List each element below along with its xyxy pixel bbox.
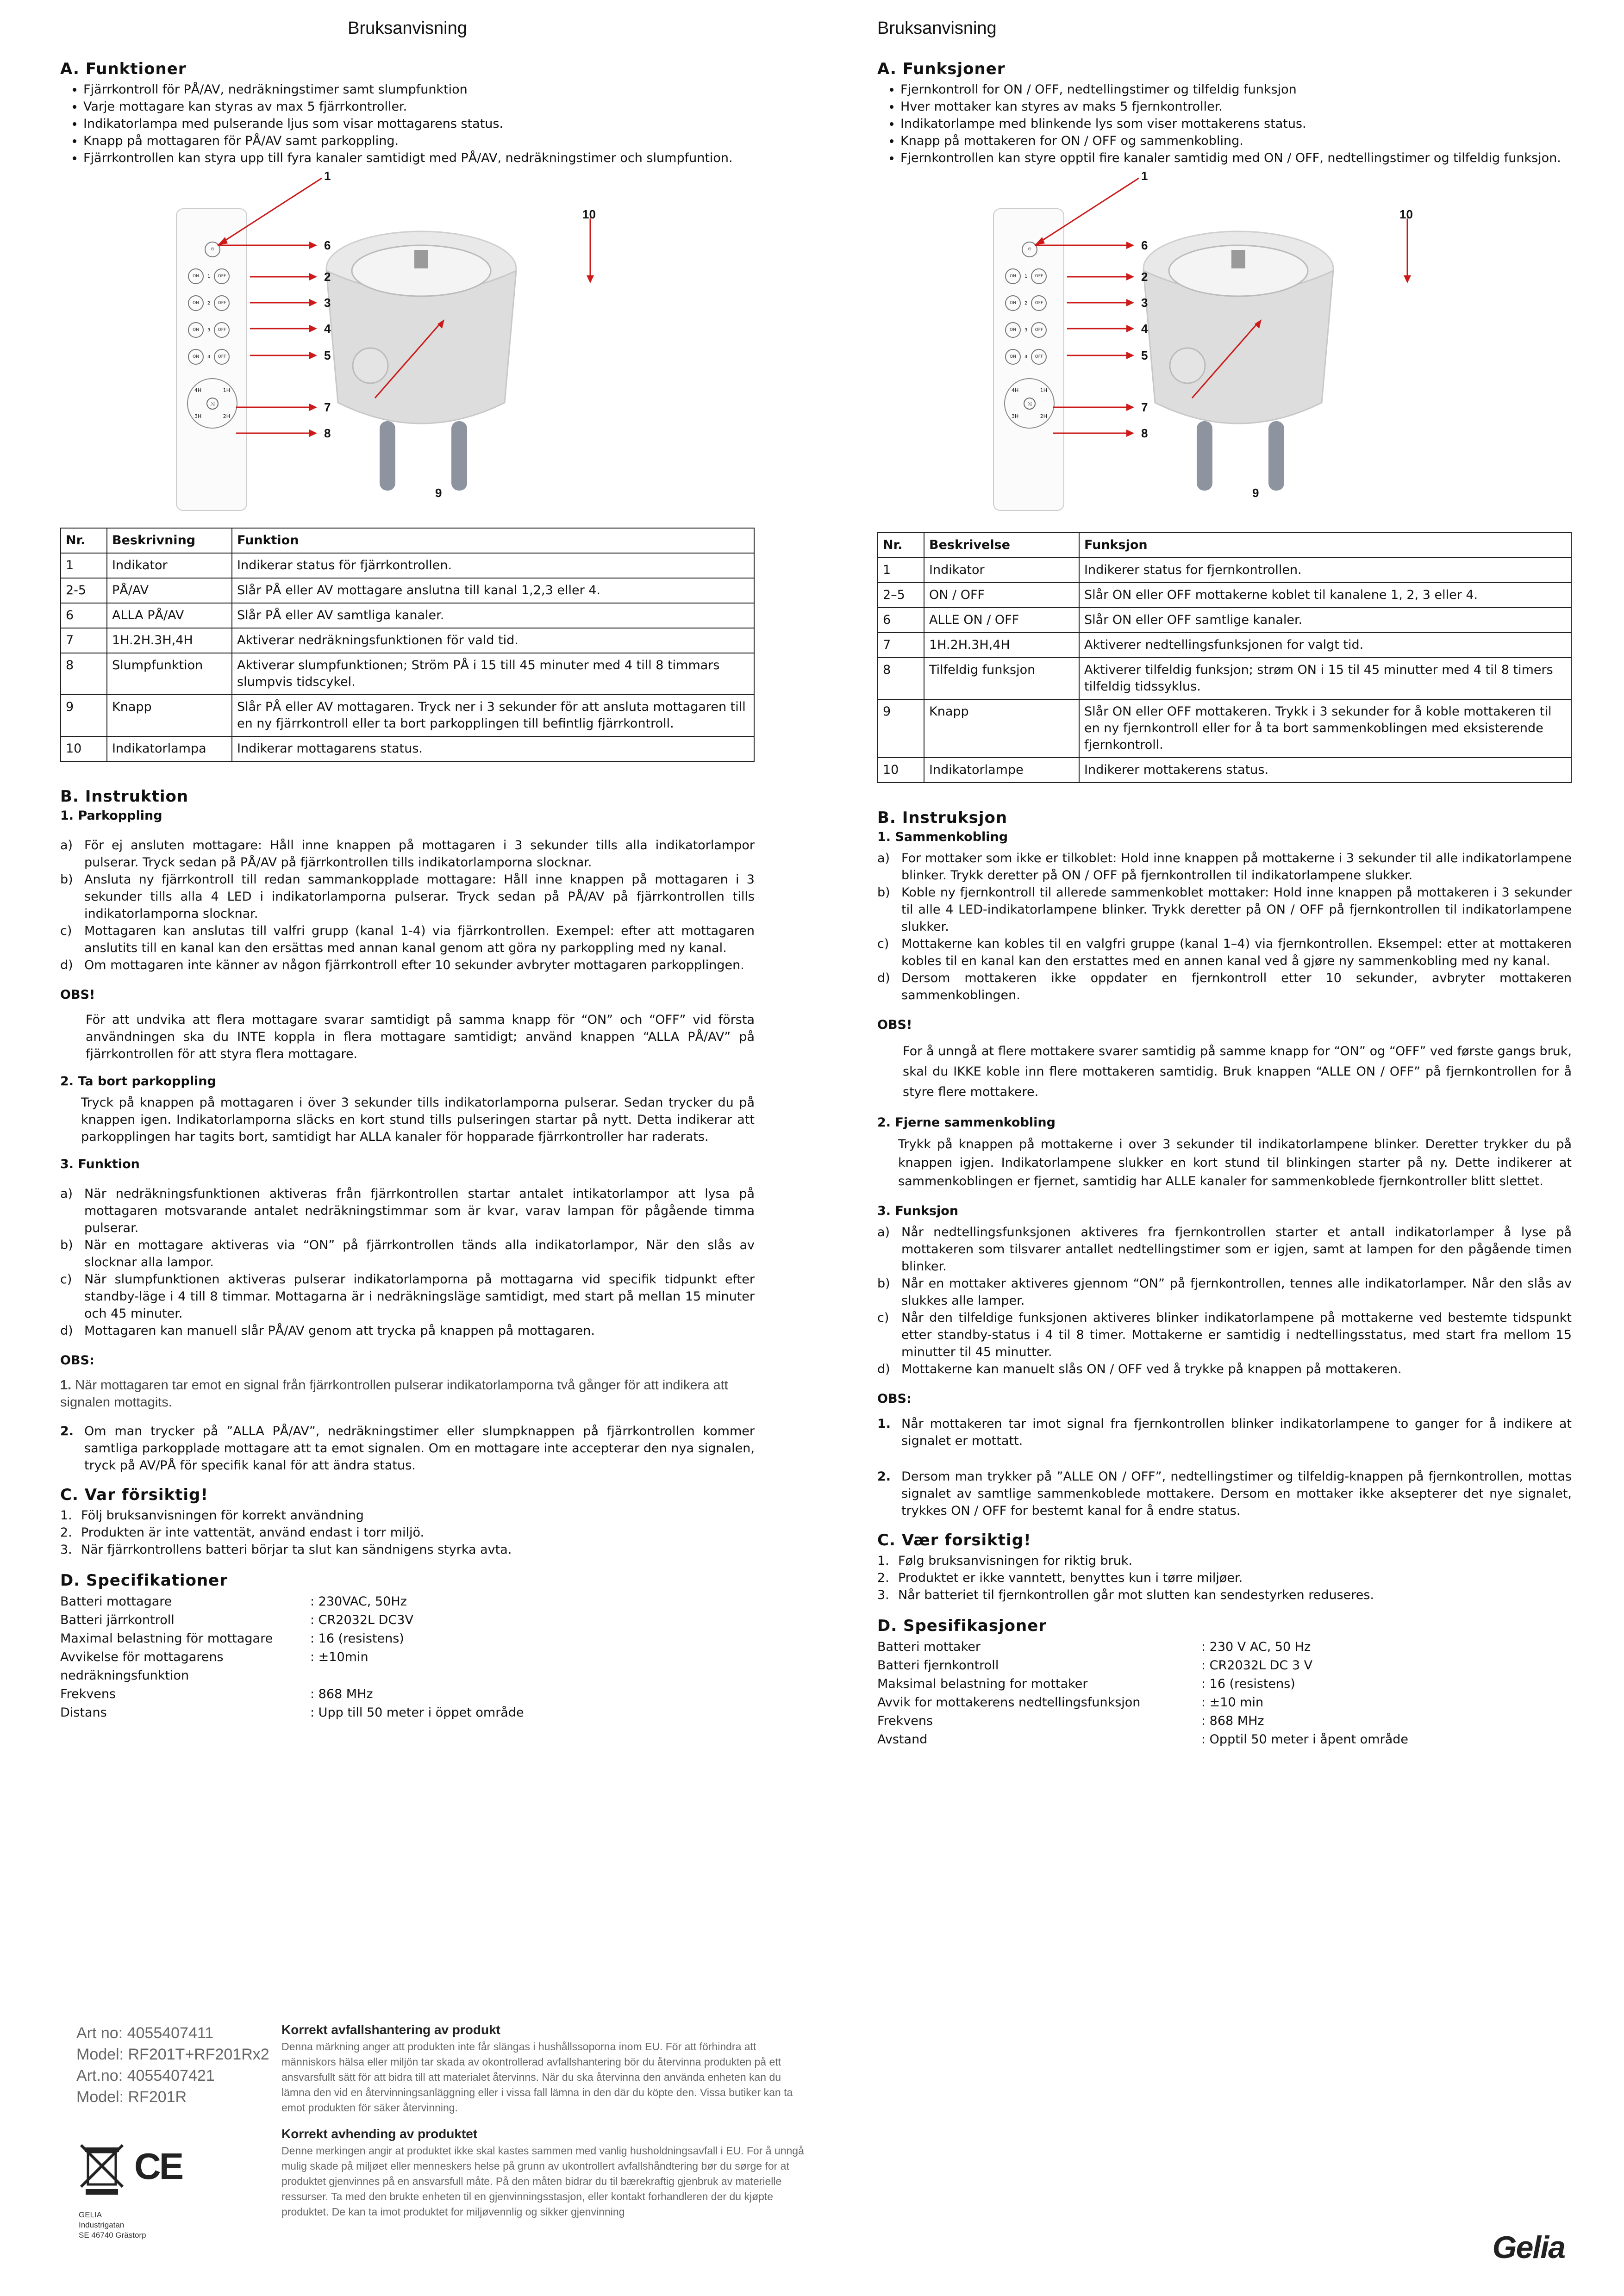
list-item: a) För ej ansluten mottagare: Håll inne knappen på mottagaren i 3 sekunder tills alla indikatorlampor pulserar. Tryck sedan på PÅ/AV på fjärrkontrollen tills indikatorlamporna slocknar. xyxy=(60,838,755,870)
callout-label: 1 xyxy=(1141,169,1148,183)
channel-row: ON 3 OFF xyxy=(1005,322,1047,338)
callout-label: 6 xyxy=(324,238,331,252)
table-row: 10 Indikatorlampa Indikerar mottagarens status. xyxy=(61,736,754,761)
obs-text: För att undvika att flera mottagare svarar samtidigt på samma knapp för “ON” och “OFF” vid första användningen ska du INTE koppla in flera mottagare samtidigt; använd knappen “ALLA PÅ/AV” på fjärrkontrollen för att styra flera mottagare. xyxy=(86,1013,755,1061)
section-a-heading: A. Funktioner xyxy=(60,60,187,78)
list-item: b) När en mottagare aktiveras via “ON” på fjärrkontrollen tänds alla indikatorlampor, När den slås av slocknar alla lampor. xyxy=(60,1238,755,1269)
subsection-heading: 1. Sammenkobling xyxy=(877,830,1008,844)
feature-item: • Fjärrkontrollen kan styra upp till fyra kanaler samtidigt med PÅ/AV, nedräkningstimer och slumpfuntion. xyxy=(83,149,755,167)
article-info: Art no: 4055407411 Model: RF201T+RF201Rx2 Art.no: 4055407421 Model: RF201R xyxy=(76,2024,269,2106)
callout-label: 4 xyxy=(1141,322,1148,336)
section-c-heading: C. Vær forsiktig! xyxy=(877,1531,1031,1549)
callout-label: 5 xyxy=(324,348,331,362)
page-title: Bruksanvisning xyxy=(348,19,467,38)
table-row: 8 Tilfeldig funksjon Aktiverer tilfeldig funksjon; strøm ON i 15 til 45 minutter med 4 til 8 timers tilfeldig tidssyklus. xyxy=(878,658,1571,699)
obs-list xyxy=(60,1423,755,1474)
channel-row: ON 4 OFF xyxy=(1005,349,1047,365)
feature-item: • Fjärrkontroll för PÅ/AV, nedräkningstimer samt slumpfunktion xyxy=(83,81,755,98)
list-item: d) Mottagaren kan manuell slår PÅ/AV genom att trycka på knappen på mottagaren. xyxy=(60,1324,595,1338)
callout-label: 8 xyxy=(324,426,331,440)
feature-item: • Knapp på mottakeren for ON / OFF og sammenkobling. xyxy=(900,132,1572,149)
feature-list xyxy=(877,81,1572,167)
function-table xyxy=(60,528,755,762)
swedish-column xyxy=(60,19,755,1722)
list-item: b) Når en mottaker aktiveres gjennom “ON” på fjernkontrollen, tennes alle indikatorlamper. Når den slås av slukkes alle lamper. xyxy=(877,1276,1572,1308)
list-item: 1. Följ bruksanvisningen för korrekt användning xyxy=(60,1508,364,1523)
company-address: GELIA Industrigatan SE 46740 Grästorp xyxy=(79,2210,146,2240)
footer xyxy=(60,2022,1588,2272)
channel-row: ON 2 OFF xyxy=(188,295,230,311)
list-item: c) Når den tilfeldige funksjonen aktiveres blinker indikatorlampene på mottakerne ved bestemte tidspunkt etter standby-status i 4 til 8 timer. Mottakerne er samtidig i nedtellingsstatus, med start fra mellom 15 minutter til 45 minutter. xyxy=(877,1311,1572,1359)
callout-label: 7 xyxy=(1141,400,1148,414)
brand-logo: Gelia xyxy=(1492,2230,1565,2265)
disposal-text-no: Denne merkingen angir at produktet ikke skal kastes sammen med vanlig husholdningsavfall i EU. For å unngå mulig skade på miljøet eller menneskers helse på grunn av ukontrollert avfallshåndtering bør du sørge for at produktet gjenvinnes på en ansvarsfull måte. På den måten bidrar du til bærekraftig gjenbruk av materielle ressurser. Ta med den brukte enheten til en gjenvinningsstasjon, eller kontakt forhandleren der du kjøpte produktet. De kan ta imot produktet for miljøvennlig og sikker gjenvinning xyxy=(281,2145,804,2218)
obs-label: OBS: xyxy=(60,1353,94,1368)
norwegian-column xyxy=(877,19,1572,1749)
subsection-heading: 1. Parkoppling xyxy=(60,809,162,823)
all-power-button: ⏻ xyxy=(1022,242,1037,257)
table-row: 10 Indikatorlampe Indikerer mottakerens status. xyxy=(878,758,1571,783)
list-item: 2. Dersom man trykker på ”ALLE ON / OFF”, nedtellingstimer og tilfeldig-knappen på fjernkontrollen, mottas signalet av samtlige sammenkoblede mottakere. Dersom en mottaker ikke aksepterer det nye signalet, trykkes ON / OFF for bestemt kanal for å endre status. xyxy=(877,1469,1572,1518)
callout-label: 10 xyxy=(1399,207,1413,221)
callout-label: 4 xyxy=(324,322,331,336)
callout-label: 1 xyxy=(324,169,331,183)
list-item: 1. Når mottakeren tar imot signal fra fjernkontrollen blinker indikatorlampene to ganger for å indikere at signalet er mottatt. xyxy=(877,1417,1572,1448)
shuffle-icon: ⤨ xyxy=(1024,398,1036,410)
list-item: 1. Følg bruksanvisningen for riktig bruk. xyxy=(877,1554,1133,1568)
feature-item: • Indikatorlampa med pulserande ljus som visar mottagarens status. xyxy=(83,115,755,132)
section-a-heading: A. Funksjoner xyxy=(877,60,1006,78)
caution-list xyxy=(60,1507,755,1558)
table-header-row: Nr. Beskrivning Funktion xyxy=(61,528,754,553)
ce-mark: CE xyxy=(134,2146,182,2187)
page-title: Bruksanvisning xyxy=(877,19,997,38)
spec-list: Batteri mottaker : 230 V AC, 50 Hz Batteri fjernkontroll : CR2032L DC 3 V Maksimal belastning for mottaker : 16 (resistens) Avvik for mottakerens nedtellingsfunksjon : ±10 min Frekvens : 868 MHz Avstand : Opptil 50 meter i åpent område xyxy=(877,1640,1408,1747)
list-item: 2. Produkten är inte vattentät, använd endast i torr miljö. xyxy=(60,1525,425,1540)
section-b-heading: B. Instruksjon xyxy=(877,809,1008,827)
table-row: 1 Indikator Indikerer status for fjernkontrollen. xyxy=(878,558,1571,583)
list-item: a) Når nedtellingsfunksjonen aktiveres fra fjernkontrollen starter et antall indikatorlamper å lyse på mottakeren som tilsvarer antallet nedtellingstimer som er igjen, samt at lampen for den pågående timen blinker. xyxy=(877,1225,1572,1274)
shuffle-icon: ⤨ xyxy=(206,398,219,410)
table-row: 1 Indikator Indikerar status för fjärrkontrollen. xyxy=(61,553,754,578)
callout-label: 3 xyxy=(1141,296,1148,310)
callout-label: 10 xyxy=(582,207,596,221)
obs-list xyxy=(877,1415,1572,1519)
weee-bin-icon xyxy=(76,2140,127,2196)
callout-label: 2 xyxy=(1141,270,1148,284)
callout-label: 8 xyxy=(1141,426,1148,440)
table-row: 2-5 PÅ/AV Slår PÅ eller AV mottagare anslutna till kanal 1,2,3 eller 4. xyxy=(61,578,754,603)
callout-label: 2 xyxy=(324,270,331,284)
instruction-list xyxy=(60,837,755,974)
table-row: 6 ALLA PÅ/AV Slår PÅ eller AV samtliga kanaler. xyxy=(61,603,754,628)
section-d-heading: D. Specifikationer xyxy=(60,1571,228,1590)
feature-item: • Knapp på mottagaren för PÅ/AV samt parkoppling. xyxy=(83,132,755,149)
list-item: d) Dersom mottakeren ikke oppdater en fjernkontroll etter 10 sekunder, avbryter mottakeren sammenkoblingen. xyxy=(877,971,1572,1002)
list-item: d) Om mottagaren inte känner av någon fjärrkontroll efter 10 sekunder avbryter mottagaren parkopplingen. xyxy=(60,958,744,972)
paragraph: Tryck på knappen på mottagaren i över 3 sekunder tills indikatorlamporna pulserar. Sedan trycker du på knappen igen. Indikatorlamporna släcks en kort stund tills pulseringen startar på nytt. Detta indikerar att parkopplingen har tagits bort, samtidigt har ALLA kanaler för hopparade fjärrkontroller har raderats. xyxy=(81,1095,755,1144)
list-item: c) Mottagaren kan anslutas till valfri grupp (kanal 1-4) via fjärrkontrollen. Exempel: efter att mottagaren anslutits till en kanal kan den ersättas med annan kanal genom att göra ny parkoppling med ny kanal. xyxy=(60,924,755,955)
table-row: 6 ALLE ON / OFF Slår ON eller OFF samtlige kanaler. xyxy=(878,608,1571,633)
channel-row: ON 2 OFF xyxy=(1005,295,1047,311)
callout-label: 3 xyxy=(324,296,331,310)
paragraph: Trykk på knappen på mottakerne i over 3 sekunder til indikatorlampene blinker. Deretter trykker du på knappen igjen. Indikatorlampene slukker en kort stund til blinkingen starter på ny. Dette indikerer at sammenkoblingen er fjernet, samtidig har ALLE kanaler for sammenkoblede fjernkontroller blitt slettet. xyxy=(898,1137,1572,1188)
callout-label: 5 xyxy=(1141,348,1148,362)
feature-item: • Hver mottaker kan styres av maks 5 fjernkontroller. xyxy=(900,98,1572,115)
table-row: 9 Knapp Slår PÅ eller AV mottagaren. Tryck ner i 3 sekunder för att ansluta mottagaren till en ny fjärrkontroll eller ta bort parkopplingen till befintlig fjärrkontroll. xyxy=(61,695,754,736)
list-item: c) När slumpfunktionen aktiveras pulserar indikatorlamporna på mottagarna vid specifik tidpunkt efter standby-läge i 4 till 8 timmar. Mottagarna är i nedräkningsläge samtidigt, med start på mellan 15 minuter och 45 minuter. xyxy=(60,1272,755,1321)
disposal-heading-se: Korrekt avfallshantering av produkt xyxy=(281,2022,501,2037)
feature-item: • Indikatorlampe med blinkende lys som viser mottakerens status. xyxy=(900,115,1572,132)
table-row: 7 1H.2H.3H,4H Aktiverer nedtellingsfunksjonen for valgt tid. xyxy=(878,633,1571,658)
channel-row: ON 1 OFF xyxy=(188,268,230,284)
list-item: b) Koble ny fjernkontroll til allerede sammenkoblet mottaker: Hold inne knappen på mottakeren i 3 sekunder til alle 4 LED-indikatorlampene blinker. Trykk deretter på ON / OFF på fjernkontrollen til indikatorlampene slukker. xyxy=(877,885,1572,934)
list-item: a) For mottaker som ikke er tilkoblet: Hold inne knappen på mottakerne i 3 sekunder til alle indikatorlampene blinker. Trykk deretter på ON / OFF på fjernkontrollen til indikatorlampene slukker. xyxy=(877,851,1572,883)
table-row: 9 Knapp Slår ON eller OFF mottakeren. Trykk i 3 sekunder for å koble mottakeren til en ny fjernkontroll eller for å ta bort sammenkoblingen med eksisterende fjernkontroll. xyxy=(878,699,1571,758)
subsection-heading: 3. Funktion xyxy=(60,1157,140,1171)
product-figure xyxy=(877,167,1572,509)
channel-row: ON 4 OFF xyxy=(188,349,230,365)
disposal-heading-no: Korrekt avhending av produktet xyxy=(281,2127,478,2141)
obs-note: 1. När mottagaren tar emot en signal från fjärrkontrollen pulserar indikatorlamporna två gånger för att indikera att signalen mottagits. xyxy=(60,1378,728,1410)
section-d-heading: D. Spesifikasjoner xyxy=(877,1617,1047,1635)
table-row: 7 1H.2H.3H,4H Aktiverar nedräkningsfunktionen för vald tid. xyxy=(61,628,754,653)
callout-arrows xyxy=(60,167,755,509)
feature-list xyxy=(60,81,755,167)
caution-list xyxy=(877,1552,1572,1604)
subsection-heading: 3. Funksjon xyxy=(877,1204,959,1218)
product-figure xyxy=(60,167,755,509)
spec-list: Batteri mottagare : 230VAC, 50Hz Batteri järrkontroll : CR2032L DC3V Maximal belastning för mottagare : 16 (resistens) Avvikelse för mottagarens nedräkningsfunktion : ±10min Frekvens : 868 MHz Distans : Upp till 50 meter i öppet område xyxy=(60,1594,524,1720)
obs-text: For å unngå at flere mottakere svarer samtidig på samme knapp for “ON” og “OFF” ved første gangs bruk, skal du IKKE koble inn flere mottakeren samtidig. Bruk knappen “ALLE ON / OFF” på fjernkontrollen for å styre flere mottakere. xyxy=(903,1044,1572,1099)
disposal-info xyxy=(281,2022,809,2231)
list-item: b) Ansluta ny fjärrkontroll till redan sammankopplade mottagare: Håll inne knappen på mottagaren i 3 sekunder tills alla 4 LED i indikatorlamporna pulserar. Tryck sedan på PÅ/AV på fjärrkontrollen tills indikatorlamporna slocknar. xyxy=(60,872,755,921)
list-item: 2. Om man trycker på ”ALLA PÅ/AV”, nedräkningstimer eller slumpknappen på fjärrkontrollen kommer samtliga parkopplade mottagare att ta emot signalen. Om en mottagare inte accepterar den nya signalen, tryck på AV/PÅ för specifik kanal för att ändra status. xyxy=(60,1424,755,1473)
list-item: c) Mottakerne kan kobles til en valgfri gruppe (kanal 1–4) via fjernkontrollen. Eksempel: etter at mottakeren kobles til en kanal kan den erstattes med en annen kanal ved å gjøre ny sammenkobling med ny kanal. xyxy=(877,937,1572,968)
table-row: 2–5 ON / OFF Slår ON eller OFF mottakerne koblet til kanalene 1, 2, 3 eller 4. xyxy=(878,583,1571,608)
section-b-heading: B. Instruktion xyxy=(60,787,189,806)
section-c-heading: C. Var försiktig! xyxy=(60,1486,208,1504)
table-row: 8 Slumpfunktion Aktiverar slumpfunktionen; Ström PÅ i 15 till 45 minuter med 4 till 8 timmars slumpvis tidscykel. xyxy=(61,653,754,695)
feature-item: • Fjernkontroll for ON / OFF, nedtellingstimer og tilfeldig funksjon xyxy=(900,81,1572,98)
channel-row: ON 1 OFF xyxy=(1005,268,1047,284)
obs-label: OBS! xyxy=(60,988,95,1002)
list-item: d) Mottakerne kan manuelt slås ON / OFF ved å trykke på knappen på mottakeren. xyxy=(877,1362,1402,1376)
list-item: a) När nedräkningsfunktionen aktiveras från fjärrkontrollen startar antalet intikatorlampor att lysa på mottagaren motsvarande antalet nedräkningstimmar som är kvar, varav lampan för pågående timma pulserar. xyxy=(60,1187,755,1235)
table-header-row: Nr. Beskrivelse Funksjon xyxy=(878,533,1571,558)
feature-item: • Varje mottagare kan styras av max 5 fjärrkontroller. xyxy=(83,98,755,115)
callout-label: 6 xyxy=(1141,238,1148,252)
function-table xyxy=(877,532,1572,783)
channel-row: ON 3 OFF xyxy=(188,322,230,338)
timer-dial: 4H 1H 3H 2H ⤨ xyxy=(1004,378,1055,429)
timer-dial: 4H 1H 3H 2H ⤨ xyxy=(187,378,237,429)
list-item: 2. Produktet er ikke vanntett, benyttes kun i tørre miljøer. xyxy=(877,1571,1243,1585)
function-list xyxy=(877,1224,1572,1378)
feature-item: • Fjernkontrollen kan styre opptil fire kanaler samtidig med ON / OFF, nedtellingstimer og tilfeldig funksjon. xyxy=(900,149,1572,167)
obs-label: OBS: xyxy=(877,1392,912,1406)
callout-label: 9 xyxy=(435,486,442,500)
obs-label: OBS! xyxy=(877,1018,912,1032)
list-item: 3. När fjärrkontrollens batteri börjar ta slut kan sändnigens styrka avta. xyxy=(60,1543,512,1557)
subsection-heading: 2. Fjerne sammenkobling xyxy=(877,1115,1056,1130)
list-item: 3. Når batteriet til fjernkontrollen går mot slutten kan sendestyrken reduseres. xyxy=(877,1588,1374,1602)
subsection-heading: 2. Ta bort parkoppling xyxy=(60,1074,216,1089)
callout-arrows xyxy=(877,167,1572,509)
all-power-button: ⏻ xyxy=(205,242,220,257)
callout-label: 7 xyxy=(324,400,331,414)
disposal-text-se: Denna märkning anger att produkten inte får slängas i hushållssoporna inom EU. För att förhindra att människors hälsa eller miljön tar skada av okontrollerad avfallshantering bör du återvinna produkten på ett ansvarsfullt sätt för att bidra till att materialet återvinns. När du ska återvinna den använda enheten kan du lämna den vid en återvinningsanläggning eller i vissa fall lämna in den där du köpte den. Vissa butiker kan ta emot produkten för säker återvinning. xyxy=(281,2041,793,2114)
instruction-list xyxy=(877,850,1572,1004)
function-list xyxy=(60,1185,755,1339)
callout-label: 9 xyxy=(1252,486,1259,500)
